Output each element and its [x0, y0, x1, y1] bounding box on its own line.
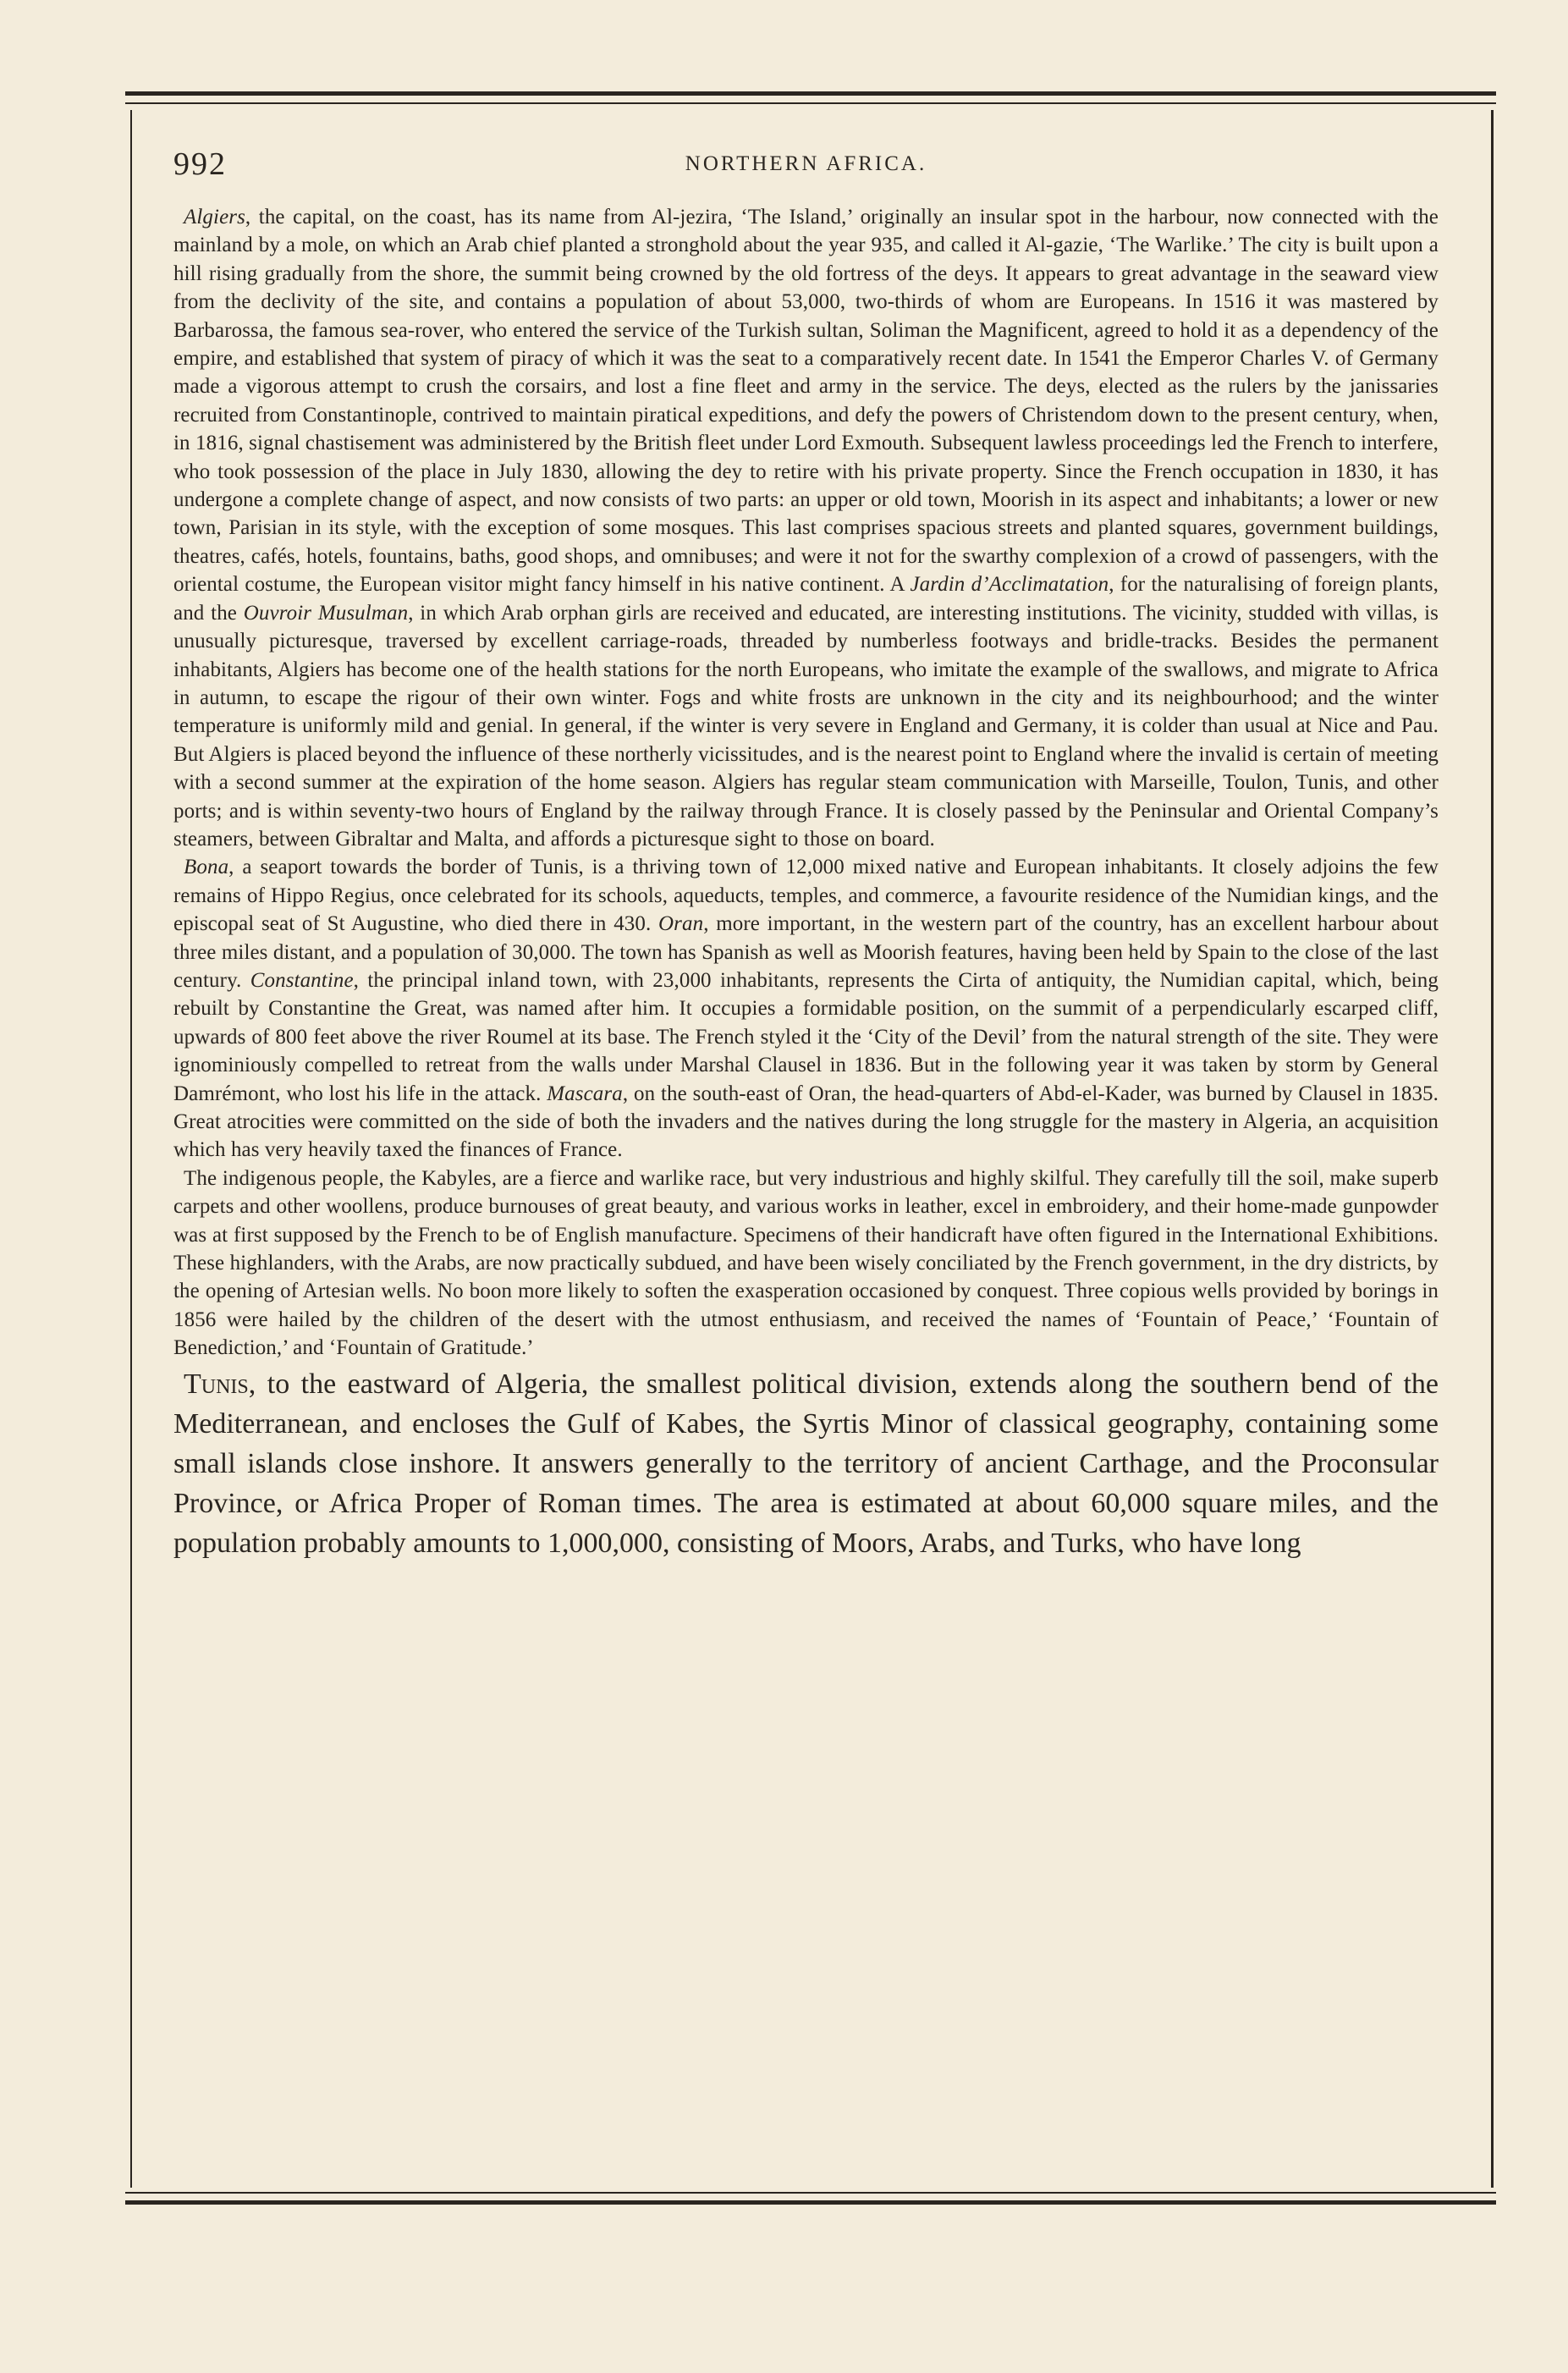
- paragraph-text: , for the naturalising of foreign plants, and the: [173, 573, 1439, 625]
- page-body: [173, 203, 1439, 1563]
- right-border-rule: [1491, 110, 1494, 2188]
- running-title: NORTHERN AFRICA.: [685, 152, 927, 175]
- paragraph-text: , the capital, on the coast, has its name from Al-jezira, ‘The Island,’ originally an insular spot in the harbour, now connected with the mainland by a mole, on which an Arab chief planted a stronghold about the year 935, and called it Al-gazie, ‘The Warlike.’ The city is built upon a hill rising gradually from the shore, the summit being crowned by the old fortress of the deys. It appears to great advantage in the seaward view from the declivity of the site, and contains a population of about 53,000, two-thirds of whom are Europeans. In 1516 it was mastered by Barbarossa, the famous sea-rover, who entered the service of the Turkish sultan, Soliman the Magnificent, agreed to hold it as a dependency of the empire, and established that system of piracy of which it was the seat to a comparatively recent date. In 1541 the Emperor Charles V. of Germany made a vigorous attempt to crush the corsairs, and lost a fine fleet and army in the service. The deys, elected as the rulers by the janissaries recruited from Constantinople, contrived to maintain piratical expeditions, and defy the powers of Christendom down to the present century, when, in 1816, signal chastisement was administered by the British fleet under Lord Exmouth. Subsequent lawless proceedings led the French to interfere, who took possession of the place in July 1830, allowing the dey to retire with his private property. Since the French occupation in 1830, it has undergone a complete change of aspect, and now consists of two parts: an upper or old town, Moorish in its aspect and inhabitants; a lower or new town, Parisian in its style, with the exception of some mosques. This last comprises spacious streets and planted squares, government buildings, theatres, cafés, hotels, fountains, baths, good shops, and omnibuses; and were it not for the swarthy complexion of a crowd of passengers, with the oriental costume, the European visitor might fancy himself in his native continent. A: [173, 206, 1439, 597]
- place-name-bona: Bona: [184, 856, 229, 879]
- place-name-constantine: Constantine: [250, 968, 354, 992]
- page-header: [173, 146, 1439, 183]
- bottom-border-rule: [125, 2192, 1496, 2205]
- paragraph-text: , a seaport towards the border of Tunis, is a thriving town of 12,000 mixed native and European inhabitants. It closely adjoins the few remains of Hippo Regius, once celebrated for its schools, aqueducts, temples, and commerce, a favourite residence of the Numidian kings, and the episcopal seat of St Augustine, who died there in 430.: [173, 856, 1439, 936]
- paragraph-bona: [173, 853, 1439, 1164]
- place-name-algiers: Algiers: [184, 206, 245, 228]
- place-name-mascara: Mascara: [547, 1082, 623, 1105]
- paragraph-text: , on the south-east of Oran, the head-quarters of Abd-el-Kader, was burned by Clausel in 1835. Great atrocities were committed on the side of both the invaders and the natives during the long struggle for the mastery in Algeria, an acquisition which has very heavily taxed the finances of France.: [173, 1082, 1439, 1162]
- paragraph-text: , the principal inland town, with 23,000 inhabitants, represents the Cirta of antiquity, the Numidian capital, which, being rebuilt by Constantine the Great, was named after him. It occupies a formidable position, on the summit of a perpendicularly escarped cliff, upwards of 800 feet above the river Roumel at its base. The French styled it the ‘City of the Devil’ from the natural strength of the site. They were ignominiously compelled to retreat from the walls under Marshal Clausel in 1836. But in the following year it was taken by storm by General Damrémont, who lost his life in the attack.: [173, 968, 1439, 1105]
- place-name-oran: Oran: [658, 912, 704, 936]
- page-number: 992: [173, 146, 227, 182]
- institution-name: Ouvroir Musulman: [243, 601, 409, 625]
- paragraph-algiers: [173, 203, 1439, 853]
- paragraph-text: , more important, in the western part of the country, has an excellent harbour about three miles distant, and a population of 30,000. The town has Spanish as well as Moorish features, having been held by Spain to the close of the last century.: [173, 912, 1439, 992]
- left-border-rule: [130, 110, 132, 2188]
- place-name-tunis: Tunis: [184, 1368, 249, 1400]
- institution-name: Jardin d’Acclimatation: [910, 573, 1109, 597]
- paragraph-kabyles: The indigenous people, the Kabyles, are a fierce and warlike race, but very industrious and highly skilful. They carefully till the soil, make superb carpets and other woollens, produce burnouses of great beauty, and various works in leather, excel in embroidery, and their home-made gunpowder was at first supposed by the French to be of English manufacture. Specimens of their handicraft have often figured in the International Exhibitions. These highlanders, with the Arabs, are now practically subdued, and have been wisely conciliated by the French government, in the dry districts, by the opening of Artesian wells. No boon more likely to soften the exasperation occasioned by conquest. Three copious wells provided by borings in 1856 were hailed by the children of the desert with the utmost enthusiasm, and received the names of ‘Fountain of Peace,’ ‘Fountain of Benediction,’ and ‘Fountain of Gratitude.’: [173, 1166, 1439, 1360]
- paragraph-text: , in which Arab orphan girls are received and educated, are interesting institutions. The vicinity, studded with villas, is unusually picturesque, traversed by excellent carriage-roads, threaded by numberless footways and bridle-tracks. Besides the permanent inhabitants, Algiers has become one of the health stations for the north Europeans, who imitate the example of the swallows, and migrate to Africa in autumn, to escape the rigour of their own winter. Fogs and white frosts are unknown in the city and its neighbourhood; and the winter temperature is uniformly mild and genial. In general, if the winter is very severe in England and Germany, it is colder than usual at Nice and Pau. But Algiers is placed beyond the influence of these northerly vicissitudes, and is the nearest point to England where the invalid is certain of meeting with a second summer at the expiration of the home season. Algiers has regular steam communication with Marseille, Toulon, Tunis, and other ports; and is within seventy-two hours of England by the railway through France. It is closely passed by the Peninsular and Oriental Company’s steamers, between Gibraltar and Malta, and affords a picturesque sight to those on board.: [173, 601, 1439, 851]
- paragraph-tunis: [173, 1364, 1439, 1563]
- top-border-rule: [125, 91, 1496, 104]
- paragraph-text: , to the eastward of Algeria, the smallest political division, extends along the southern bend of the Mediterranean, and encloses the Gulf of Kabes, the Syrtis Minor of classical geography, containing some small islands close inshore. It answers generally to the territory of ancient Carthage, and the Proconsular Province, or Africa Proper of Roman times. The area is estimated at about 60,000 square miles, and the population probably amounts to 1,000,000, consisting of Moors, Arabs, and Turks, who have long: [173, 1368, 1439, 1559]
